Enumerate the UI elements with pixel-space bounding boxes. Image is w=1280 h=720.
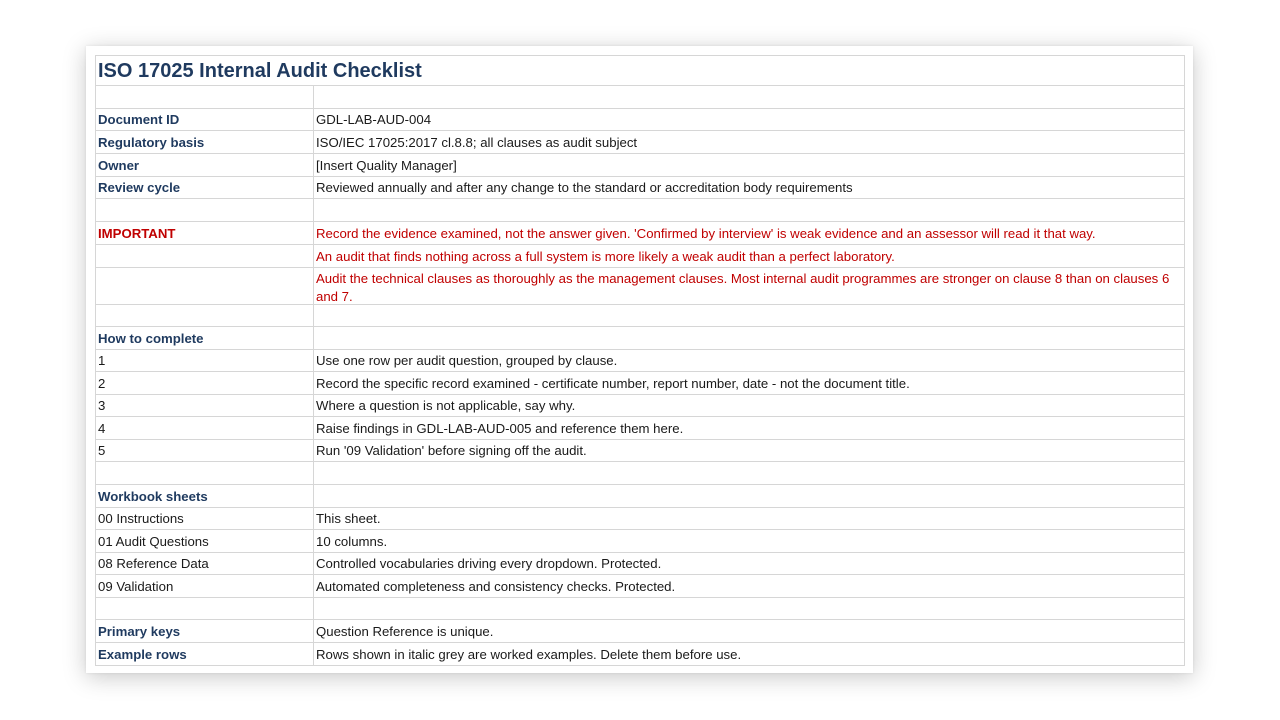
step-text[interactable]: Raise findings in GDL-LAB-AUD-005 and reference them here. <box>314 417 1185 439</box>
step-row <box>96 372 1185 395</box>
important-row <box>96 245 1185 268</box>
sheet-title[interactable]: ISO 17025 Internal Audit Checklist <box>96 56 1185 85</box>
sheet-name[interactable]: 01 Audit Questions <box>96 530 314 552</box>
blank-row <box>96 199 1185 222</box>
meta-value[interactable]: ISO/IEC 17025:2017 cl.8.8; all clauses as audit subject <box>314 131 1185 153</box>
meta-label[interactable]: Document ID <box>96 109 314 130</box>
step-number[interactable]: 2 <box>96 372 314 394</box>
title-row <box>96 56 1185 86</box>
blank-cell[interactable] <box>96 268 314 304</box>
step-row <box>96 350 1185 372</box>
spreadsheet-grid <box>95 55 1185 666</box>
meta-row-review-cycle <box>96 177 1185 199</box>
sheet-name[interactable]: 08 Reference Data <box>96 553 314 574</box>
step-text[interactable]: Record the specific record examined - certificate number, report number, date - not the document title. <box>314 372 1185 394</box>
sheet-desc[interactable]: 10 columns. <box>314 530 1185 552</box>
step-number[interactable]: 5 <box>96 440 314 461</box>
sheet-row <box>96 575 1185 598</box>
workbook-heading[interactable]: Workbook sheets <box>96 485 314 507</box>
sheet-name[interactable]: 09 Validation <box>96 575 314 597</box>
meta-value[interactable]: GDL-LAB-AUD-004 <box>314 109 1185 130</box>
step-row <box>96 417 1185 440</box>
sheet-desc[interactable]: Automated completeness and consistency checks. Protected. <box>314 575 1185 597</box>
footer-label[interactable]: Primary keys <box>96 620 314 642</box>
step-number[interactable]: 4 <box>96 417 314 439</box>
footer-label[interactable]: Example rows <box>96 643 314 665</box>
sheet-name[interactable]: 00 Instructions <box>96 508 314 529</box>
meta-row-document-id <box>96 109 1185 131</box>
blank-row <box>96 598 1185 620</box>
important-row <box>96 222 1185 245</box>
important-note[interactable]: Audit the technical clauses as thoroughly as the management clauses. Most internal audit programmes are stronger on clause 8 than on clauses 6 and 7. <box>314 268 1185 304</box>
blank-cell[interactable] <box>96 199 314 221</box>
step-text[interactable]: Use one row per audit question, grouped by clause. <box>314 350 1185 371</box>
step-number[interactable]: 3 <box>96 395 314 416</box>
blank-cell[interactable] <box>96 305 314 326</box>
sheet-row <box>96 553 1185 575</box>
sheet-row <box>96 508 1185 530</box>
important-note[interactable]: Record the evidence examined, not the answer given. 'Confirmed by interview' is weak evidence and an assessor will read it that way. <box>314 222 1185 244</box>
blank-row <box>96 305 1185 327</box>
meta-label[interactable]: Owner <box>96 154 314 176</box>
step-row <box>96 395 1185 417</box>
important-note[interactable]: An audit that finds nothing across a full system is more likely a weak audit than a perfect laboratory. <box>314 245 1185 267</box>
blank-cell[interactable] <box>314 462 1185 484</box>
sheet-card <box>86 46 1193 673</box>
blank-cell[interactable] <box>96 462 314 484</box>
how-to-heading[interactable]: How to complete <box>96 327 314 349</box>
blank-cell[interactable] <box>96 598 314 619</box>
sheet-desc[interactable]: Controlled vocabularies driving every dropdown. Protected. <box>314 553 1185 574</box>
important-label[interactable]: IMPORTANT <box>96 222 314 244</box>
sheet-desc[interactable]: This sheet. <box>314 508 1185 529</box>
blank-row <box>96 462 1185 485</box>
blank-cell[interactable] <box>314 199 1185 221</box>
blank-cell[interactable] <box>96 245 314 267</box>
sheet-row <box>96 530 1185 553</box>
footer-value[interactable]: Rows shown in italic grey are worked examples. Delete them before use. <box>314 643 1185 665</box>
meta-label[interactable]: Regulatory basis <box>96 131 314 153</box>
step-text[interactable]: Where a question is not applicable, say why. <box>314 395 1185 416</box>
blank-cell[interactable] <box>314 86 1185 108</box>
important-row <box>96 268 1185 305</box>
blank-cell[interactable] <box>314 327 1185 349</box>
meta-row-regulatory-basis <box>96 131 1185 154</box>
blank-cell[interactable] <box>96 86 314 108</box>
meta-value[interactable]: Reviewed annually and after any change to the standard or accreditation body requirements <box>314 177 1185 198</box>
blank-row <box>96 86 1185 109</box>
step-text[interactable]: Run '09 Validation' before signing off the audit. <box>314 440 1185 461</box>
meta-row-owner <box>96 154 1185 177</box>
footer-row-example-rows <box>96 643 1185 666</box>
section-heading-row <box>96 327 1185 350</box>
footer-value[interactable]: Question Reference is unique. <box>314 620 1185 642</box>
blank-cell[interactable] <box>314 305 1185 326</box>
step-number[interactable]: 1 <box>96 350 314 371</box>
meta-value[interactable]: [Insert Quality Manager] <box>314 154 1185 176</box>
section-heading-row <box>96 485 1185 508</box>
blank-cell[interactable] <box>314 598 1185 619</box>
footer-row-primary-keys <box>96 620 1185 643</box>
step-row <box>96 440 1185 462</box>
meta-label[interactable]: Review cycle <box>96 177 314 198</box>
blank-cell[interactable] <box>314 485 1185 507</box>
